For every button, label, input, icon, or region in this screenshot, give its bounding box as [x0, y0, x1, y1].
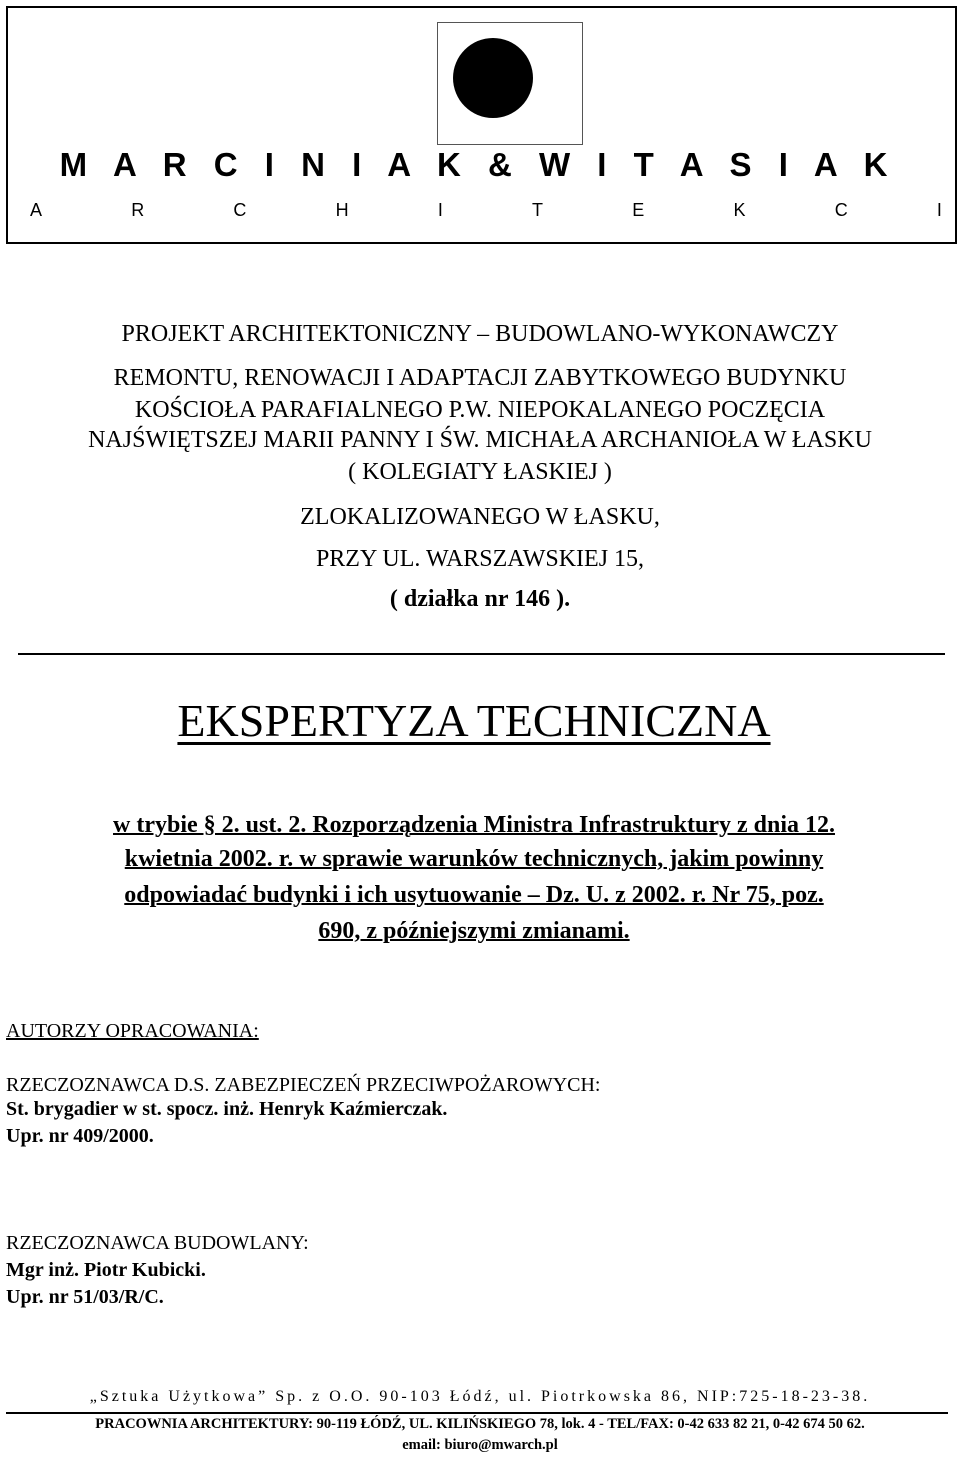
footer-divider [6, 1412, 948, 1414]
footer-company: „Sztuka Użytkowa” Sp. z O.O. 90-103 Łódź, ul. Piotrkowska 86, NIP:725-18-23-38. [89, 1388, 871, 1405]
project-description-line: KOŚCIOŁA PARAFIALNEGO P.W. NIEPOKALANEGO POCZĘCIA [134, 397, 826, 423]
legal-basis-line: kwietnia 2002. r. w sprawie warunków technicznych, jakim powinny [124, 846, 824, 872]
legal-basis-line: 690, z późniejszymi zmianami. [318, 918, 630, 944]
subtitle-letter: C [834, 200, 848, 220]
fire-expert-name: St. brygadier w st. spocz. inż. Henryk Kaźmierczak. [6, 1098, 448, 1120]
building-expert-license: Upr. nr 51/03/R/C. [6, 1286, 164, 1308]
document-title-text: EKSPERTYZA TECHNICZNA [177, 695, 771, 746]
document-title [0, 695, 948, 747]
subtitle-letter: E [632, 200, 645, 220]
firm-subtitle [30, 200, 942, 221]
subtitle-letter: I [936, 200, 942, 220]
subtitle-letter: H [335, 200, 349, 220]
subtitle-letter: K [733, 200, 746, 220]
subtitle-letter: T [532, 200, 544, 220]
plot-number: ( działka nr 146 ). [389, 586, 571, 612]
project-description-line: ( KOLEGIATY ŁASKIEJ ) [348, 459, 612, 485]
legal-basis-line: odpowiadać budynki i ich usytuowanie – Dz. U. z 2002. r. Nr 75, poz. [124, 882, 824, 908]
footer-email: email: biuro@mwarch.pl [402, 1437, 558, 1453]
legal-basis-line: w trybie § 2. ust. 2. Rozporządzenia Ministra Infrastruktury z dnia 12. [113, 812, 835, 838]
project-description-line: NAJŚWIĘTSZEJ MARII PANNY I ŚW. MICHAŁA ARCHANIOŁA W ŁASKU [88, 427, 872, 453]
project-description-line: ZLOKALIZOWANEGO W ŁASKU, [300, 504, 660, 530]
subtitle-letter: C [233, 200, 247, 220]
firm-name: M A R C I N I A K & W I T A S I A K [59, 146, 897, 183]
subtitle-letter: A [30, 200, 43, 220]
subtitle-letter: R [131, 200, 145, 220]
logo-dot-icon [453, 38, 533, 118]
project-description-line: REMONTU, RENOWACJI I ADAPTACJI ZABYTKOWEGO BUDYNKU [113, 365, 847, 391]
building-expert-role: RZECZOZNAWCA BUDOWLANY: [6, 1232, 309, 1254]
fire-expert-license: Upr. nr 409/2000. [6, 1125, 154, 1147]
section-divider [18, 653, 945, 655]
footer-office-address: PRACOWNIA ARCHITEKTURY: 90-119 ŁÓDŹ, UL. KILIŃSKIEGO 78, lok. 4 - TEL/FAX: 0-42 633 82 21, 0-42 674 50 62. [95, 1416, 865, 1432]
project-description-line: PRZY UL. WARSZAWSKIEJ 15, [315, 546, 645, 572]
project-heading: PROJEKT ARCHITEKTONICZNY – BUDOWLANO-WYKONAWCZY [121, 321, 839, 347]
building-expert-name: Mgr inż. Piotr Kubicki. [6, 1259, 206, 1281]
subtitle-letter: I [437, 200, 443, 220]
authors-heading: AUTORZY OPRACOWANIA: [6, 1020, 259, 1042]
fire-expert-role: RZECZOZNAWCA D.S. ZABEZPIECZEŃ PRZECIWPOŻAROWYCH: [6, 1074, 601, 1096]
